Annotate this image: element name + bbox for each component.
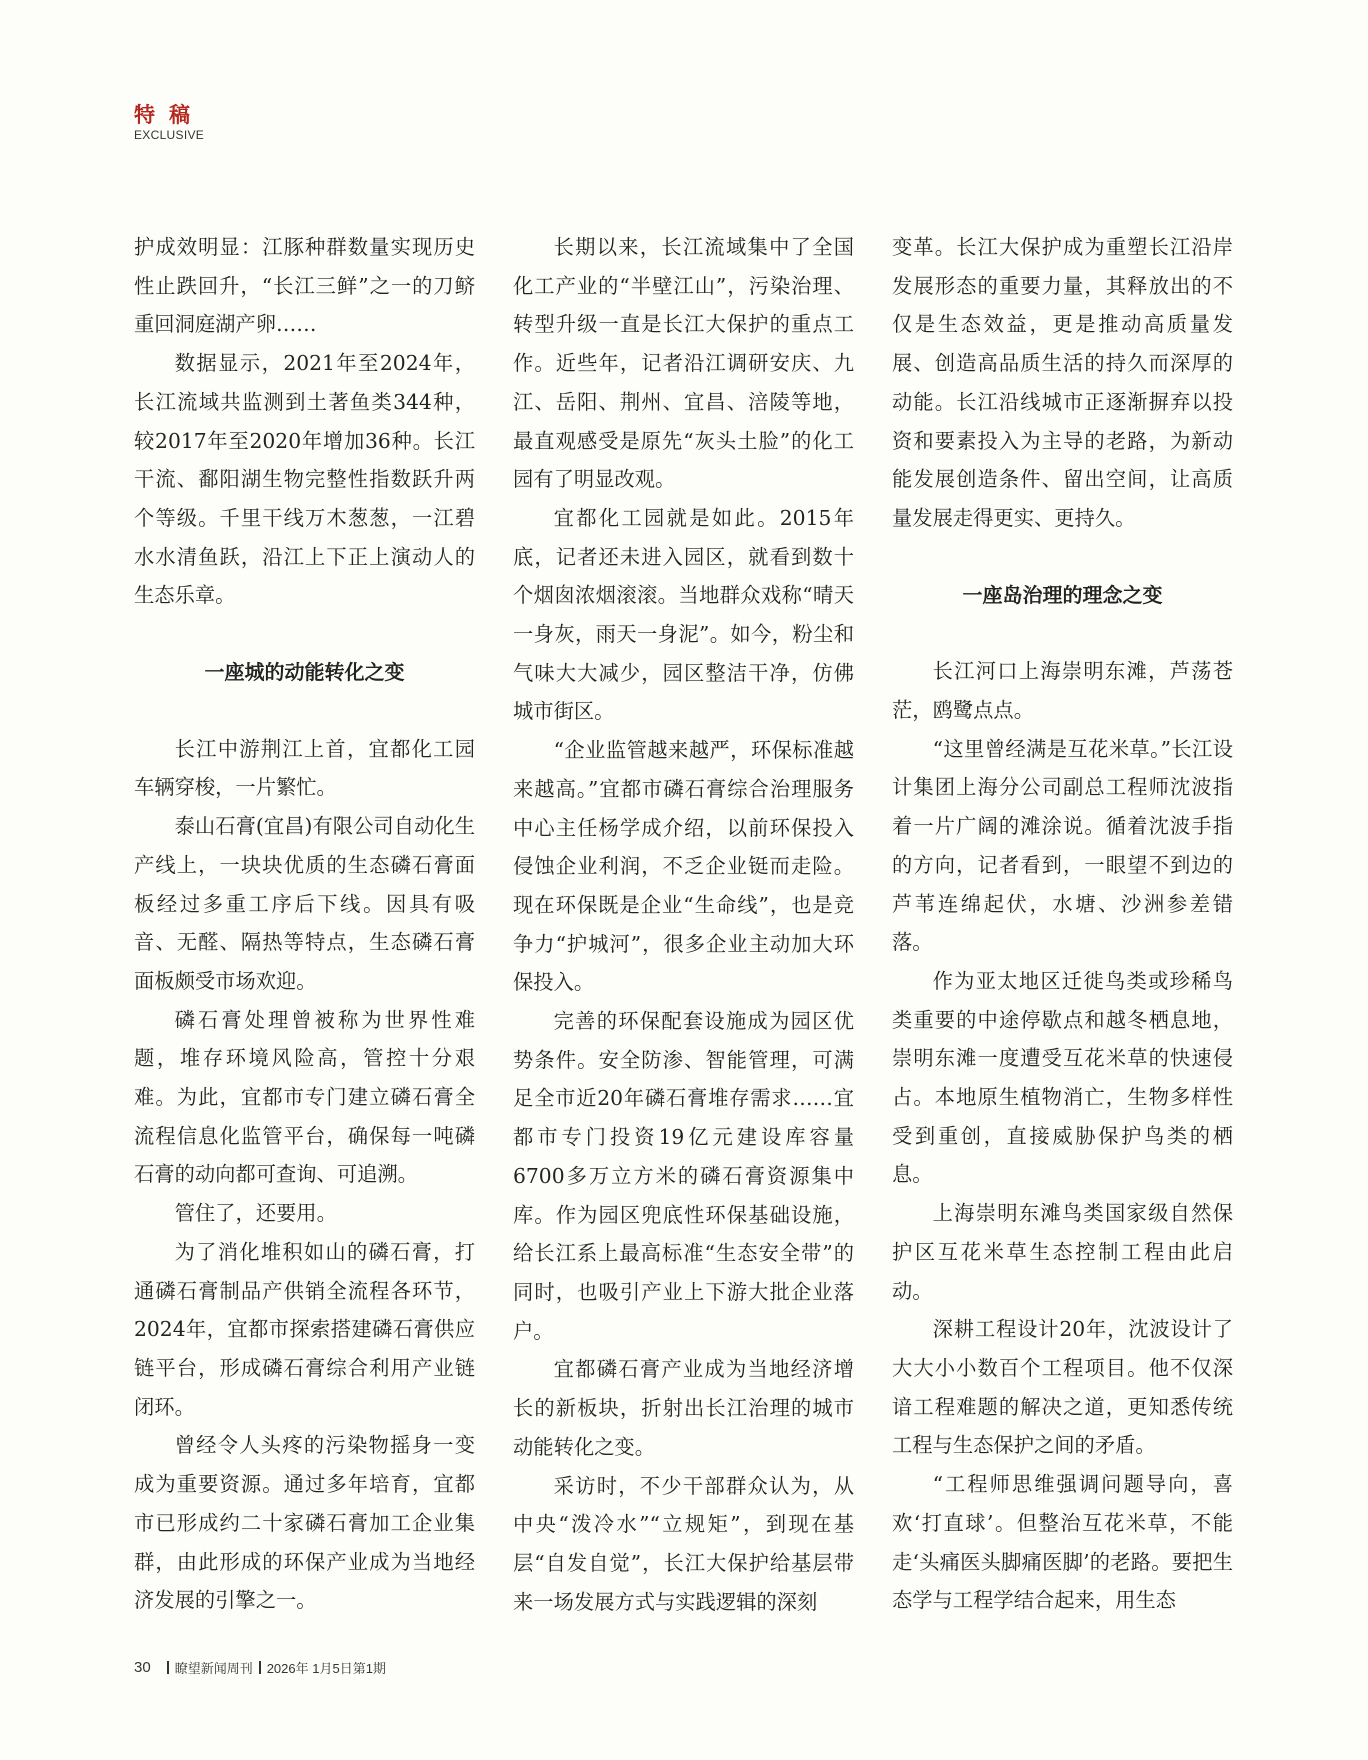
paragraph: 管住了，还要用。	[174, 1201, 337, 1226]
issue-date: 2026年 1月5日第1期	[266, 1661, 386, 1676]
page-footer	[134, 1658, 386, 1677]
paragraph: 宜都化工园就是如此。2015年底，记者还未进入园区，就看到数十个烟囱浓烟滚滚。当地群众戏称“晴天一身灰，雨天一身泥”。如今，粉尘和气味大大减少，园区整洁干净，仿佛城市街区。	[513, 505, 854, 724]
page-number: 30	[134, 1659, 151, 1676]
article-column-3	[892, 228, 1233, 1628]
section-title-en: EXCLUSIVE	[134, 128, 205, 142]
section-title-zh: 特稿	[134, 103, 204, 127]
paragraph: “工程师思维强调问题导向，喜欢‘打直球’。但整治互花米草，不能走‘头痛医头脚痛医脚’的老路。要把生态学与工程学结合起来，用生态	[892, 1472, 1233, 1613]
section-heading: 一座城的动能转化之变	[204, 660, 405, 685]
paragraph: 作为亚太地区迁徙鸟类或珍稀鸟类重要的中途停歇点和越冬栖息地，崇明东滩一度遭受互花米草的快速侵占。本地原生植物消亡，生物多样性受到重创，直接威胁保护鸟类的栖息。	[892, 968, 1233, 1187]
paragraph: “这里曾经满是互花米草。”长江设计集团上海分公司副总工程师沈波指着一片广阔的滩涂说。循着沈波手指的方向，记者看到，一眼望不到边的芦苇连绵起伏，水塘、沙洲参差错落。	[892, 736, 1233, 955]
paragraph: 数据显示，2021年至2024年，长江流域共监测到土著鱼类344种，较2017年至2020年增加36种。长江干流、鄱阳湖生物完整性指数跃升两个等级。千里干线万木葱葱，一江碧水水清鱼跃，沿江上下正上演动人的生态乐章。	[134, 351, 475, 608]
section-tag	[134, 102, 204, 142]
paragraph: 深耕工程设计20年，沈波设计了大大小小数百个工程项目。他不仅深谙工程难题的解决之道，更知悉传统工程与生态保护之间的矛盾。	[892, 1317, 1233, 1458]
section-heading: 一座岛治理的理念之变	[962, 582, 1163, 607]
magazine-name: 瞭望新闻周刊	[174, 1661, 253, 1676]
paragraph: 长江中游荆江上首，宜都化工园车辆穿梭，一片繁忙。	[134, 736, 475, 800]
paragraph: 变革。长江大保护成为重塑长江沿岸发展形态的重要力量，其释放出的不仅是生态效益，更是推动高质量发展、创造高品质生活的持久而深厚的动能。长江沿线城市正逐渐摒弃以投资和要素投入为主导的老路，为新动能发展创造条件、留出空间，让高质量发展走得更实、更持久。	[892, 235, 1233, 530]
paragraph: 曾经令人头疼的污染物摇身一变成为重要资源。通过多年培育，宜都市已形成约二十家磷石膏加工企业集群，由此形成的环保产业成为当地经济发展的引擎之一。	[134, 1433, 475, 1613]
paragraph: 采访时，不少干部群众认为，从中央“泼冷水”“立规矩”，到现在基层“自发自觉”，长江大保护给基层带来一场发展方式与实践逻辑的深刻	[513, 1473, 854, 1614]
paragraph: 宜都磷石膏产业成为当地经济增长的新板块，折射出长江治理的城市动能转化之变。	[513, 1357, 854, 1459]
paragraph: 为了消化堆积如山的磷石膏，打通磷石膏制品产供销全流程各环节，2024年，宜都市探索搭建磷石膏供应链平台，形成磷石膏综合利用产业链闭环。	[134, 1239, 475, 1419]
article-body	[134, 228, 1234, 1628]
article-column-2	[513, 228, 854, 1628]
paragraph: 上海崇明东滩鸟类国家级自然保护区互花米草生态控制工程由此启动。	[892, 1201, 1233, 1303]
paragraph: 长期以来，长江流域集中了全国化工产业的“半壁江山”，污染治理、转型升级一直是长江大保护的重点工作。近些年，记者沿江调研安庆、九江、岳阳、荆州、宜昌、涪陵等地，最直观感受是原先“灰头土脸”的化工园有了明显改观。	[513, 235, 854, 492]
footer-divider	[259, 1661, 261, 1674]
footer-divider	[167, 1661, 169, 1674]
paragraph: 护成效明显：江豚种群数量实现历史性止跌回升，“长江三鲜”之一的刀鲚重回洞庭湖产卵……	[134, 235, 475, 337]
paragraph: 完善的环保配套设施成为园区优势条件。安全防渗、智能管理，可满足全市近20年磷石膏堆存需求……宜都市专门投资19亿元建设库容量6700多万立方米的磷石膏资源集中库。作为园区兜底性环保基础设施，给长江系上最高标准“生态安全带”的同时，也吸引产业上下游大批企业落户。	[513, 1009, 854, 1343]
paragraph: 泰山石膏(宜昌)有限公司自动化生产线上，一块块优质的生态磷石膏面板经过多重工序后下线。因具有吸音、无醛、隔热等特点，生态磷石膏面板颇受市场欢迎。	[134, 814, 475, 993]
paragraph: 长江河口上海崇明东滩，芦荡苍茫，鸥鹭点点。	[892, 659, 1233, 723]
article-column-1	[134, 228, 475, 1628]
paragraph: 磷石膏处理曾被称为世界性难题，堆存环境风险高，管控十分艰难。为此，宜都市专门建立磷石膏全流程信息化监管平台，确保每一吨磷石膏的动向都可查询、可追溯。	[134, 1007, 475, 1187]
paragraph: “企业监管越来越严，环保标准越来越高。”宜都市磷石膏综合治理服务中心主任杨学成介绍，以前环保投入侵蚀企业利润，不乏企业铤而走险。现在环保既是企业“生命线”，也是竞争力“护城河”，很多企业主动加大环保投入。	[513, 738, 854, 995]
